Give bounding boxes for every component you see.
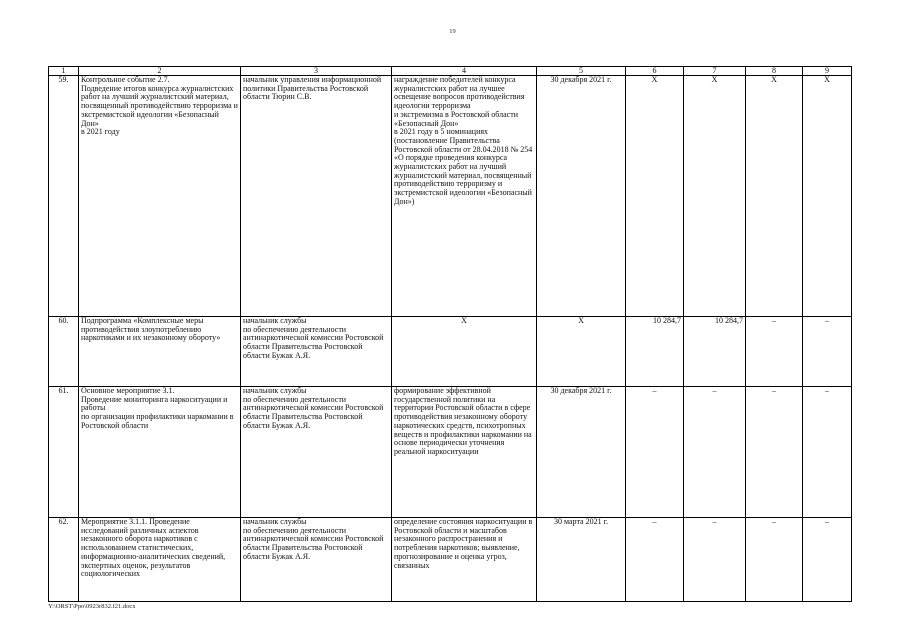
table-row — [49, 317, 852, 387]
event-name: Мероприятие 3.1.1. Проведение исследований различных аспектов незаконного оборота наркотиков с использованием статистических, информационно-аналитических сведений, экспертных оценок, результатов социологических — [79, 518, 241, 602]
column-number: 9 — [803, 67, 852, 76]
column-number: 5 — [537, 67, 626, 76]
row-number: 59. — [49, 76, 79, 317]
deadline-date: Х — [537, 317, 626, 387]
column-number: 8 — [746, 67, 803, 76]
column-number: 3 — [241, 67, 392, 76]
col7-value: – — [684, 518, 746, 602]
col8-value: – — [746, 518, 803, 602]
row-number: 61. — [49, 387, 79, 518]
col9-value: – — [803, 387, 852, 518]
col8-value: – — [746, 387, 803, 518]
deadline-date: 30 марта 2021 г. — [537, 518, 626, 602]
column-numbers-row — [49, 67, 852, 76]
event-name: Подпрограмма «Комплексные меры противодействия злоупотреблению наркотиками и их незаконному обороту» — [79, 317, 241, 387]
deadline-date: 30 декабря 2021 г. — [537, 76, 626, 317]
row-number: 60. — [49, 317, 79, 387]
col7-value: – — [684, 387, 746, 518]
responsible-executor: начальник управления информационной политики Правительства Ростовской области Тюрин С.В. — [241, 76, 392, 317]
col7-value: 10 284,7 — [684, 317, 746, 387]
col8-value: Х — [746, 76, 803, 317]
col9-value: – — [803, 317, 852, 387]
table-row — [49, 387, 852, 518]
col6-value: Х — [626, 76, 684, 317]
col6-value: – — [626, 518, 684, 602]
page-number: 19 — [449, 28, 456, 35]
column-number: 6 — [626, 67, 684, 76]
col9-value: Х — [803, 76, 852, 317]
table-row — [49, 76, 852, 317]
col6-value: 10 284,7 — [626, 317, 684, 387]
responsible-executor: начальник службы по обеспечению деятельности антинаркотической комиссии Ростовской области Правительства Ростовской области Бужак А.Я. — [241, 387, 392, 518]
event-name: Основное мероприятие 3.1. Проведение мониторинга наркоситуации и работы по организации профилактики наркомании в Ростовской области — [79, 387, 241, 518]
expected-result: формирование эффективной государственной политики на территории Ростовской области в сфере противодействия незаконному обороту наркотических средств, психотропных веществ и профилактики наркомании на основе периодически уточнения реальной наркоситуации — [392, 387, 537, 518]
expected-result: награждение победителей конкурса журналистских работ на лучшее освещение вопросов противодействия идеологии терроризма и экстремизма в Ростовской области «Безопасный Дон» в 2021 году в 5 номинациях (постановление Правительства Ростовской области от 28.04.2018 № 254 «О порядке проведения конкурса журналистских работ на лучший журналистский материал, посвященный противодействию терроризму и экстремистской идеологии «Безопасный Дон») — [392, 76, 537, 317]
table-row — [49, 518, 852, 602]
col8-value: – — [746, 317, 803, 387]
deadline-date: 30 декабря 2021 г. — [537, 387, 626, 518]
column-number: 2 — [79, 67, 241, 76]
column-number: 1 — [49, 67, 79, 76]
column-number: 4 — [392, 67, 537, 76]
event-name: Контрольное событие 2.7. Подведение итогов конкурса журналистских работ на лучший журналистский материал, посвященный противодействию терроризма и экстремистской идеологии «Безопасный Дон» в 2021 году — [79, 76, 241, 317]
file-path-footer: Y:\ORST\Ppo\0923r832.f21.docx — [48, 603, 136, 610]
responsible-executor: начальник службы по обеспечению деятельности антинаркотической комиссии Ростовской области Правительства Ростовской области Бужак А.Я. — [241, 518, 392, 602]
expected-result: определение состояния наркоситуации в Ростовской области и масштабов незаконного распространения и потребления наркотиков; выявление, прогнозирование и оценка угроз, связанных — [392, 518, 537, 602]
col9-value: – — [803, 518, 852, 602]
expected-result: Х — [392, 317, 537, 387]
col6-value: – — [626, 387, 684, 518]
program-table — [48, 66, 852, 602]
column-number: 7 — [684, 67, 746, 76]
row-number: 62. — [49, 518, 79, 602]
responsible-executor: начальник службы по обеспечению деятельности антинаркотической комиссии Ростовской области Правительства Ростовской области Бужак А.Я. — [241, 317, 392, 387]
col7-value: Х — [684, 76, 746, 317]
